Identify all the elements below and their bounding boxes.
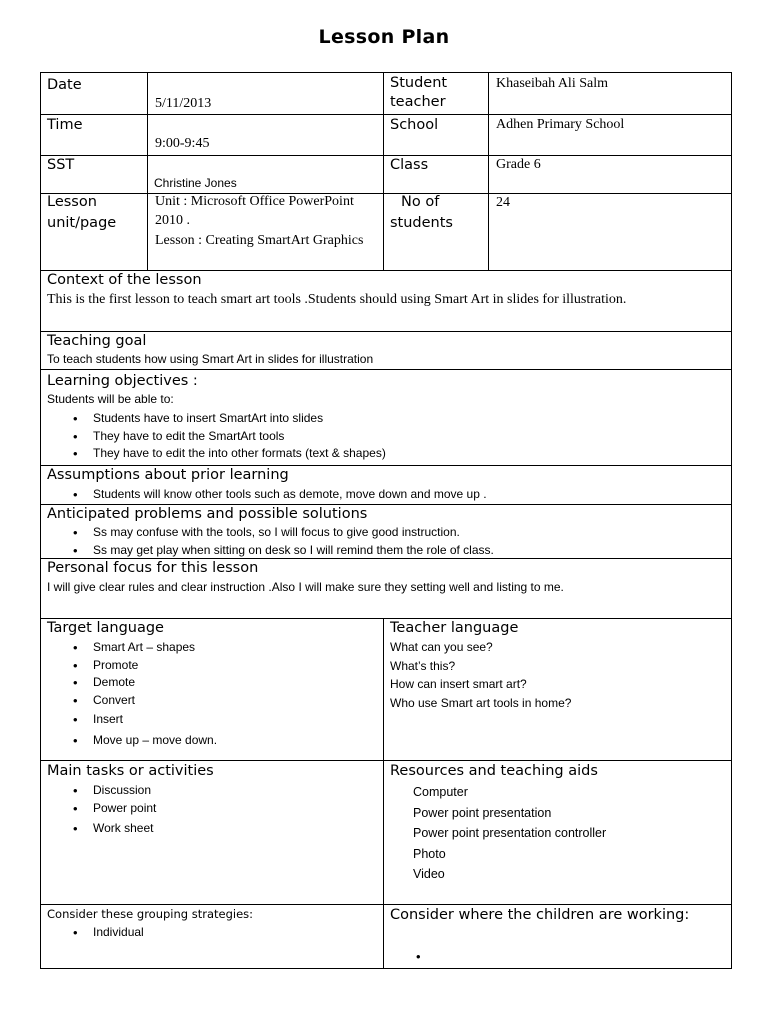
time-value: 9:00-9:45 [155,136,210,151]
resources-list [413,782,606,885]
list-item: • Insert [93,711,393,729]
target-language-section [40,618,384,761]
list-item: • Ss may get play when sitting on desk so I will remind them the role of class. [93,542,753,560]
list-item: • Convert [93,692,393,710]
teaching-goal-text: To teach students how using Smart Art in slides for illustration [47,352,374,366]
resources-section [383,760,732,905]
sst-value: Christine Jones [154,176,237,190]
list-item: • Students have to insert SmartArt into slides [93,410,753,428]
list-item: • Work sheet [93,820,393,838]
grouping-list [47,924,393,942]
time-value-cell [147,114,384,156]
list-item: • Individual [93,924,393,942]
tasks-heading: Main tasks or activities [47,763,214,779]
objectives-intro: Students will be able to: [47,392,174,406]
grouping-section [40,904,384,969]
objectives-heading: Learning objectives : [47,373,198,389]
unit-label: Lesson unit/page [47,194,117,231]
objectives-list [47,410,753,463]
objectives-section [40,369,732,466]
time-label-cell [40,114,148,156]
student-teacher-label: Student teacher [390,75,448,110]
list-item: How can insert smart art? [390,677,527,691]
problems-list [47,524,753,559]
focus-heading: Personal focus for this lesson [47,560,259,576]
student-teacher-label-cell [383,72,489,115]
tasks-section [40,760,384,905]
list-item: Who use Smart art tools in home? [390,695,572,710]
teaching-goal-heading: Teaching goal [47,333,147,349]
teacher-language-section [383,618,732,761]
list-item: What’s this? [390,658,456,673]
unit-value-cell [147,193,384,271]
class-value-cell [488,155,732,194]
date-value: 5/11/2013 [155,96,212,111]
students-value: 24 [496,195,510,210]
teacher-language-list [390,638,571,712]
target-language-list [47,639,393,749]
unit-label-cell [40,193,148,271]
list-item: • Ss may confuse with the tools, so I will focus to give good instruction. [93,524,753,542]
school-value: Adhen Primary School [496,117,625,132]
time-label: Time [47,117,83,133]
context-section [40,270,732,332]
focus-text: I will give clear rules and clear instruction .Also I will make sure they setting well and listing to me. [47,580,564,594]
sst-label-cell [40,155,148,194]
teaching-goal-section [40,331,732,370]
list-item: • They have to edit the into other formats (text & shapes) [93,445,753,463]
list-item: Computer [413,785,468,799]
list-item: • Discussion [93,782,393,800]
list-item: • Promote [93,657,393,675]
working-section [383,904,732,969]
list-item: Power point presentation [413,805,552,820]
working-heading: Consider where the children are working: [390,907,690,923]
class-value: Grade 6 [496,157,541,172]
problems-heading: Anticipated problems and possible solutions [47,506,368,522]
students-label-cell [383,193,489,271]
context-text: This is the first lesson to teach smart art tools .Students should using Smart Art in slides for illustration. [47,292,627,307]
student-teacher-value: Khaseibah Ali Salm [496,76,608,91]
unit-value-line1: Unit : Microsoft Office PowerPoint 2010 . [155,194,354,228]
sst-label: SST [47,157,75,173]
students-value-cell [488,193,732,271]
assumptions-heading: Assumptions about prior learning [47,467,289,483]
school-label-cell [383,114,489,156]
sst-value-cell [147,155,384,194]
date-value-cell [147,72,384,115]
list-item: Power point presentation controller [413,826,607,840]
focus-section [40,558,732,619]
resources-heading: Resources and teaching aids [390,763,598,779]
page-title: Lesson Plan [318,26,450,48]
list-item: • Power point [93,800,393,818]
school-label: School [390,117,439,133]
list-item: • Demote [93,674,393,692]
list-item: • They have to edit the SmartArt tools [93,428,753,446]
problems-section [40,504,732,559]
list-item: • Move up – move down. [93,732,393,750]
assumptions-section [40,465,732,505]
list-item: What can you see? [390,640,493,654]
list-item: Photo [413,846,446,861]
assumptions-list [47,486,753,504]
target-language-heading: Target language [47,620,164,636]
class-label: Class [390,157,429,173]
class-label-cell [383,155,489,194]
tasks-list [47,782,393,838]
student-teacher-value-cell [488,72,732,115]
list-item: Video [413,867,445,881]
list-item: • Smart Art – shapes [93,639,393,657]
grouping-heading: Consider these grouping strategies: [47,907,254,921]
list-item: • Students will know other tools such as demote, move down and move up . [93,486,753,504]
date-label-cell [40,72,148,115]
school-value-cell [488,114,732,156]
teacher-language-heading: Teacher language [390,620,519,636]
students-label: No of students [390,194,453,231]
unit-value-line2: Lesson : Creating SmartArt Graphics [155,233,364,248]
date-label: Date [47,77,82,93]
context-heading: Context of the lesson [47,272,202,288]
